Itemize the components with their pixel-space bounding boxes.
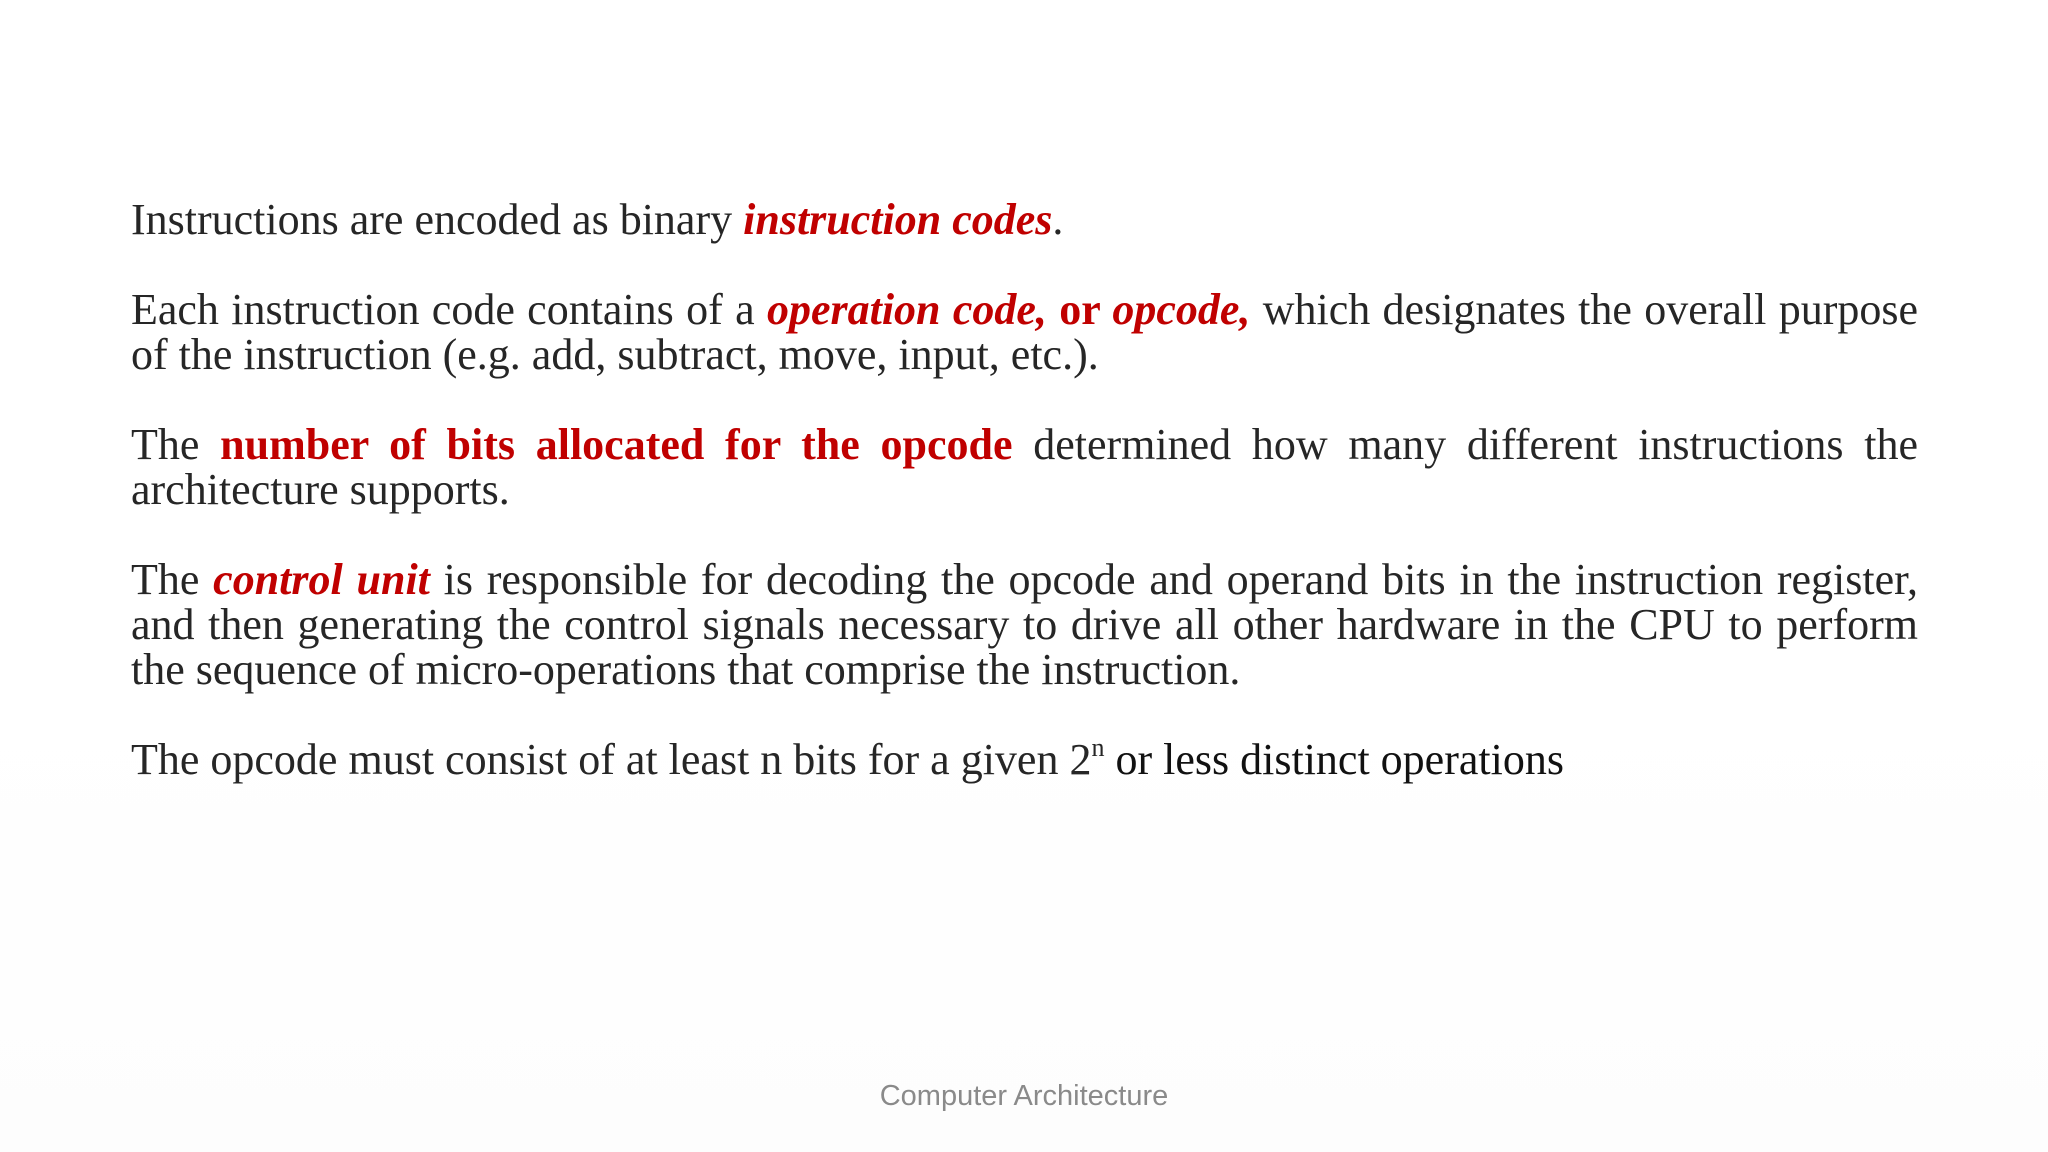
p4-text-before: The xyxy=(131,555,214,604)
p5-text-before: The opcode must consist of at least n bits for a given 2 xyxy=(131,735,1092,784)
p3-text-after: determined how many different instructions the architecture supports. xyxy=(131,420,1919,514)
p1-emphasis: instruction codes xyxy=(743,195,1053,244)
p2-emphasis-operation-code: operation code, xyxy=(766,285,1047,334)
paragraph-opcode-bits xyxy=(131,422,1918,512)
p4-text-after: is responsible for decoding the opcode and operand bits in the instruction register, and then generating the control signals necessary to drive all other hardware in the CPU to perform the sequence of micro-operations that comprise the instruction. xyxy=(131,555,1919,694)
paragraph-control-unit xyxy=(131,557,1918,692)
p2-text-after: which designates the overall purpose of the instruction (e.g. add, subtract, move, input, etc.). xyxy=(131,285,1919,379)
p3-emphasis: number of bits allocated for the opcode xyxy=(220,420,1013,469)
p1-text-after: . xyxy=(1052,195,1064,244)
p5-superscript: n xyxy=(1091,733,1105,763)
slide-footer: Computer Architecture xyxy=(879,1080,1169,1112)
p2-text-or: or xyxy=(1046,285,1113,334)
slide-body xyxy=(131,197,1918,827)
p3-text-before: The xyxy=(131,420,221,469)
p1-text-before: Instructions are encoded as binary xyxy=(131,195,744,244)
paragraph-opcode xyxy=(131,287,1918,377)
p5-text-after: or less distinct operations xyxy=(1104,735,1564,784)
paragraph-opcode-length xyxy=(131,733,1918,784)
p4-emphasis: control unit xyxy=(213,555,430,604)
p2-text-before: Each instruction code contains of a xyxy=(131,285,767,334)
p2-emphasis-opcode: opcode, xyxy=(1112,285,1251,334)
paragraph-instruction-codes xyxy=(131,197,1918,242)
